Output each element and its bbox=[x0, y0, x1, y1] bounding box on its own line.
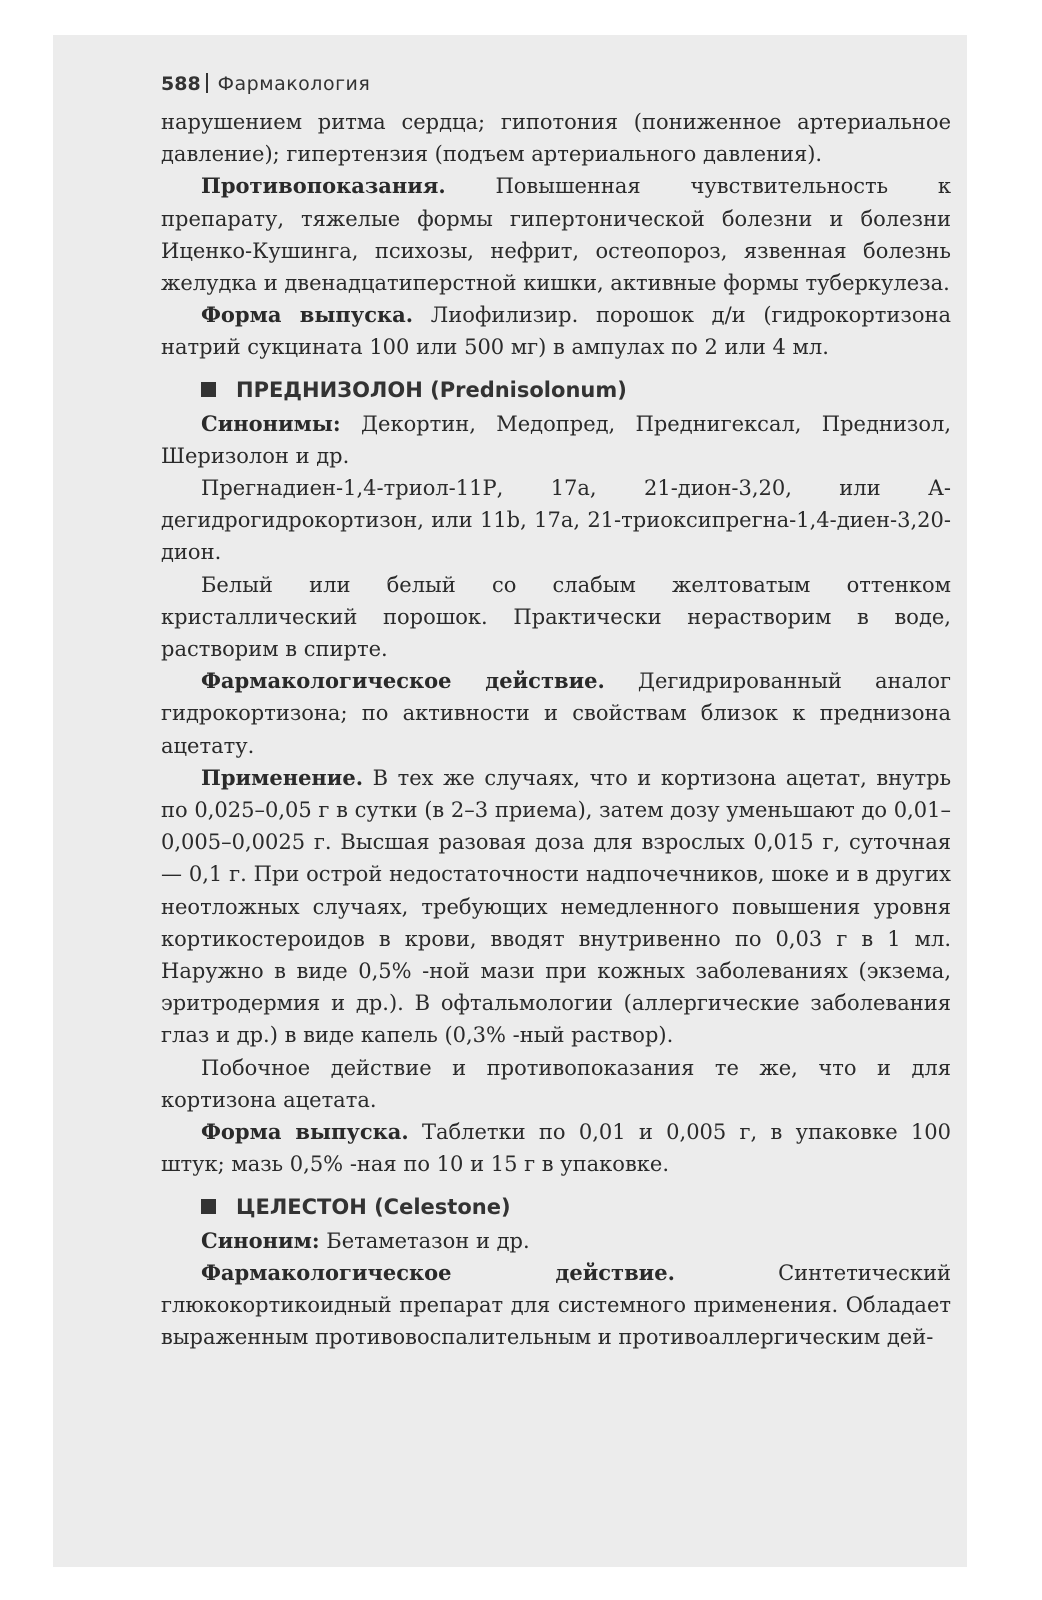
paragraph-lead: Форма выпуска. bbox=[201, 1119, 409, 1145]
paragraph-text: Дегидрированный аналог гидрокортизона; по активности и свойствам близок к преднизона ацетату. bbox=[161, 669, 951, 758]
running-title: Фармакология bbox=[217, 73, 371, 95]
header-divider bbox=[206, 73, 208, 93]
square-bullet-icon bbox=[201, 382, 216, 397]
paragraph-text: Таблетки по 0,01 и 0,005 г, в упаковке 100 штук; мазь 0,5% -ная по 10 и 15 г в упаковке. bbox=[161, 1120, 951, 1177]
paragraph-text: Повышенная чувствительность к препарату, тяжелые формы гипертонической болезни и болезни Иценко-Кушинга, психозы, нефрит, остеопороз, язвенная болезнь желудка и двенадцатиперстной кишки, активные формы туберкулеза. bbox=[161, 174, 951, 296]
paragraph-synonym bbox=[161, 1225, 951, 1257]
square-bullet-icon bbox=[201, 1199, 216, 1214]
paragraph-lead: Применение. bbox=[201, 764, 364, 790]
paragraph-release-form bbox=[161, 299, 951, 363]
paragraph-description bbox=[161, 569, 951, 666]
paragraph-lead: Синонимы: bbox=[201, 410, 341, 436]
paragraph-lead: Форма выпуска. bbox=[201, 302, 414, 328]
page-number: 588 bbox=[161, 73, 201, 95]
paragraph-pharmacological-action bbox=[161, 665, 951, 762]
paragraph-pharmacological-action-2 bbox=[161, 1257, 951, 1354]
drug-heading-prednisolone bbox=[161, 372, 951, 408]
running-header bbox=[161, 66, 951, 102]
paragraph-lead: Фармакологическое действие. bbox=[201, 1259, 675, 1285]
paragraph-text: Декортин, Медопред, Преднигексал, Преднизол, Шеризолон и др. bbox=[161, 411, 951, 468]
drug-heading-text: ЦЕЛЕСТОН (Celestone) bbox=[236, 1194, 511, 1219]
paragraph-text: Синтетический глюкокортикоидный препарат для системного применения. Обладает выраженным противовоспалительным и противоаллергическим дей- bbox=[161, 1260, 951, 1350]
paragraph-side-effects bbox=[161, 1052, 951, 1116]
paragraph-text: Побочное действие и противопоказания те же, что и для кортизона ацетата. bbox=[161, 1055, 951, 1112]
paragraph-lead: Синоним: bbox=[201, 1227, 320, 1253]
paragraph-chemical-name bbox=[161, 472, 951, 569]
paragraph-text: Лиофилизир. порошок д/и (гидрокортизона натрий сукцината 100 или 500 мг) в ампулах по 2 или 4 мл. bbox=[161, 303, 951, 360]
paragraph-text: Прегнадиен-1,4-триол-11Р, 17а, 21-дион-3,20, или А-дегидрогидрокортизон, или 11b, 17а, 21-триоксипрегна-1,4-диен-3,20-дион. bbox=[161, 476, 951, 565]
paragraph-text: нарушением ритма сердца; гипотония (пониженное артериальное давление); гипертензия (подъем артериального давления). bbox=[161, 110, 951, 167]
drug-heading-celestone bbox=[161, 1189, 951, 1225]
paragraph-synonyms bbox=[161, 408, 951, 472]
paragraph-side-effects-continued bbox=[161, 106, 951, 170]
paragraph-lead: Фармакологическое действие. bbox=[201, 668, 605, 694]
paragraph-text: Бетаметазон и др. bbox=[319, 1228, 530, 1253]
paragraph-contraindications bbox=[161, 170, 951, 299]
paragraph-application bbox=[161, 762, 951, 1052]
paragraph-release-form-2 bbox=[161, 1116, 951, 1180]
page-content bbox=[161, 66, 951, 1353]
paragraph-text: В тех же случаях, что и кортизона ацетат, внутрь по 0,025–0,05 г в сутки (в 2–3 приема), затем дозу уменьшают до 0,01– 0,005–0,0025 г. Высшая разовая доза для взрослых 0,015 г, суточная — 0,1 г. При острой недостаточности надпочечников, шоке и в других неотложных случаях, требующих немедленного повышения уровня кортикостероидов в крови, вводят внутривенно по 0,03 г в 1 мл. Наружно в виде 0,5% -ной мази при кожных заболеваниях (экзема, эритродермия и др.). В офтальмологии (аллергические заболевания глаз и др.) в виде капель (0,3% -ный раствор). bbox=[161, 765, 951, 1048]
drug-heading-text: ПРЕДНИЗОЛОН (Prednisolonum) bbox=[236, 377, 627, 402]
paragraph-lead: Противопоказания. bbox=[201, 173, 446, 199]
paragraph-text: Белый или белый со слабым желтоватым оттенком кристаллический порошок. Практически нерастворим в воде, растворим в спирте. bbox=[161, 572, 951, 662]
